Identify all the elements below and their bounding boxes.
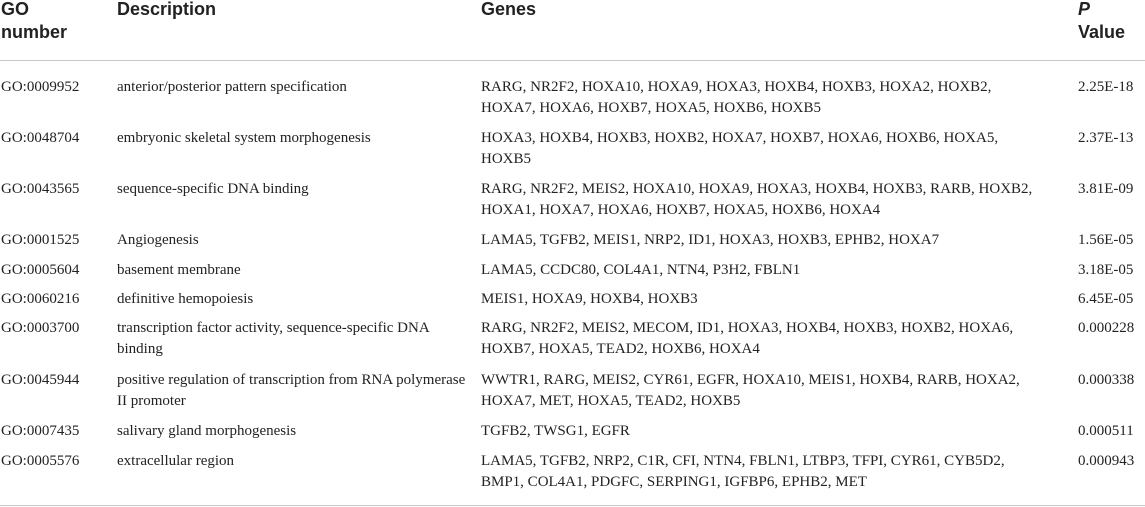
genes-cell [481,451,1071,493]
genes-line: HOXA3, HOXB4, HOXB3, HOXB2, HOXA7, HOXB7, HOXA6, HOXB6, HOXA5, [481,130,999,146]
genes-line: BMP1, COL4A1, PDGFC, SERPING1, IGFBP6, EPHB2, MET [481,474,867,490]
p-value-cell: 0.000943 [1078,453,1135,469]
genes-cell [481,370,1071,412]
p-value-cell: 0.000228 [1078,320,1135,336]
genes-line: HOXB7, HOXA5, TEAD2, HOXB6, HOXA4 [481,341,760,357]
table-header [0,0,1145,61]
header-p-value-line1: P [1078,0,1091,19]
go-number-cell: GO:0048704 [1,130,80,146]
header-p-value-line2: Value [1078,22,1126,42]
description-cell: positive regulation of transcription from RNA polymerase II promoter [117,372,466,409]
genes-line: HOXA1, HOXA7, HOXA6, HOXB7, HOXA5, HOXB6, HOXA4 [481,202,881,218]
description-cell: sequence-specific DNA binding [117,181,309,197]
p-value-cell: 3.18E-05 [1078,262,1134,278]
go-number-cell: GO:0001525 [1,232,80,248]
description-cell: embryonic skeletal system morphogenesis [117,130,371,146]
genes-line: RARG, NR2F2, MEIS2, MECOM, ID1, HOXA3, HOXB4, HOXB3, HOXB2, HOXA6, [481,320,1014,336]
go-number-cell: GO:0060216 [1,291,80,307]
description-cell: salivary gland morphogenesis [117,423,297,439]
go-number-cell: GO:0045944 [1,372,80,388]
genes-line: RARG, NR2F2, MEIS2, HOXA10, HOXA9, HOXA3, HOXB4, HOXB3, RARB, HOXB2, [481,181,1033,197]
genes-line: HOXB5 [481,151,532,167]
genes-cell [481,128,1071,170]
genes-cell [481,318,1071,360]
description-cell: anterior/posterior pattern specification [117,79,347,95]
genes-cell [481,230,1071,251]
genes-line: LAMA5, TGFB2, NRP2, C1R, CFI, NTN4, FBLN1, LTBP3, TFPI, CYR61, CYB5D2, [481,453,1005,469]
description-cell: transcription factor activity, sequence-specific DNA binding [117,320,429,357]
go-number-cell: GO:0009952 [1,79,80,95]
header-go-number-line2: number [1,22,68,42]
genes-line: HOXA7, MET, HOXA5, TEAD2, HOXB5 [481,393,741,409]
genes-cell [481,289,1071,310]
header-go-number [1,0,113,44]
go-number-cell: GO:0043565 [1,181,80,197]
genes-line: WWTR1, RARG, MEIS2, CYR61, EGFR, HOXA10, MEIS1, HOXB4, RARB, HOXA2, [481,372,1020,388]
genes-line: TGFB2, TWSG1, EGFR [481,423,630,439]
header-go-number-line1: GO [1,0,30,19]
description-cell: basement membrane [117,262,241,278]
header-genes: Genes [481,0,537,19]
go-number-cell: GO:0005604 [1,262,80,278]
genes-line: LAMA5, CCDC80, COL4A1, NTN4, P3H2, FBLN1 [481,262,801,278]
description-cell: definitive hemopoiesis [117,291,254,307]
description-cell: extracellular region [117,453,235,469]
p-value-cell: 2.37E-13 [1078,130,1134,146]
p-value-cell: 6.45E-05 [1078,291,1134,307]
p-value-cell: 0.000511 [1078,423,1134,439]
p-value-cell: 1.56E-05 [1078,232,1134,248]
go-number-cell: GO:0007435 [1,423,80,439]
description-cell: Angiogenesis [117,232,199,248]
p-value-cell: 2.25E-18 [1078,79,1134,95]
p-value-cell: 0.000338 [1078,372,1135,388]
genes-line: MEIS1, HOXA9, HOXB4, HOXB3 [481,291,698,307]
genes-cell [481,77,1071,119]
genes-cell [481,179,1071,221]
genes-cell [481,260,1071,281]
go-number-cell: GO:0003700 [1,320,80,336]
genes-line: RARG, NR2F2, HOXA10, HOXA9, HOXA3, HOXB4, HOXB3, HOXA2, HOXB2, [481,79,992,95]
header-description: Description [117,0,217,19]
go-number-cell: GO:0005576 [1,453,80,469]
p-value-cell: 3.81E-09 [1078,181,1134,197]
table-bottom-rule [0,505,1145,506]
header-p-value [1078,0,1144,44]
genes-cell [481,421,1071,442]
genes-line: LAMA5, TGFB2, MEIS1, NRP2, ID1, HOXA3, HOXB3, EPHB2, HOXA7 [481,232,940,248]
genes-line: HOXA7, HOXA6, HOXB7, HOXA5, HOXB6, HOXB5 [481,100,821,116]
